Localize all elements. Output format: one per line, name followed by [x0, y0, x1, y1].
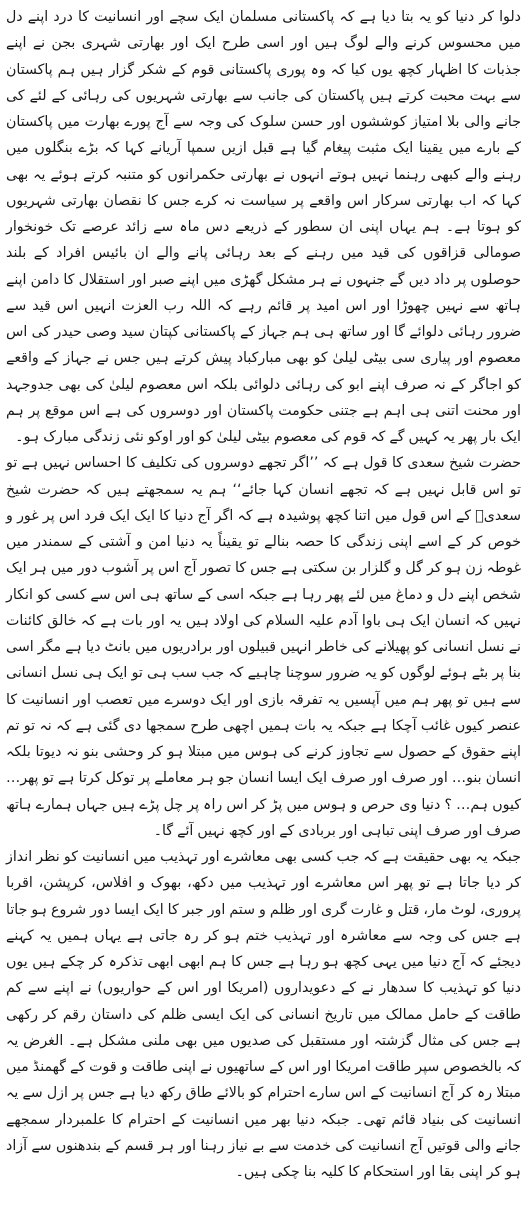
article-paragraph-2: حضرت شیخ سعدی کا قول ہے کہ ’’اگر تجھے دوسروں کی تکلیف کا احساس نہیں ہے تو تو اس قابل نہیں ہے کہ تجھے انسان کہا جائے‘‘ ہم یہ سمجھتے ہیں کہ حضرت شیخ سعدیؒ کے اس قول میں اتنا کچھ پوشیدہ ہے کہ اگر آج دنیا کا ایک ایک فرد اس پر غور و خوص کر کے اسے اپنی زندگی کا حصہ بنالے تو یقیناً یہ دنیا امن و آشتی کے سمندر میں غوطہ زن ہو کر گل و گلزار بن سکتی ہے جس کا تصور آج اس پر آشوب دور میں ہر ایک شخص اپنے دل و دماغ میں لئے پھر رہا ہے جبکہ اسی کے ساتھ ہی اس سے کسی کو انکار نہیں کہ انسان ایک ہی باوا آدم علیہ السلام کی اولاد ہیں یہ اور بات ہے کہ خالق کائنات نے نسل انسانی کو پھیلانے کی خاطر انہیں قبیلوں اور برادریوں میں بانٹ دیا ہے مگر اسی بنا پر بٹے ہوئے لوگوں کو یہ ضرور سوچنا چاہیے کہ جب سب ہی تو ایک ہی نسل انسانی سے ہیں تو پھر ہم میں آپسیں یہ تفرقہ بازی اور ایک دوسرے میں تعصب اور انسانیت کا عنصر کیوں غائب آچکا ہے جبکہ یہ بات ہمیں اچھی طرح سمجھا دی گئی ہے کہ نہ تو تم اپنے حقوق کے حصول سے تجاوز کرنے کی ہوس میں مبتلا ہو کر وحشی بنو نہ دیوتا بلکہ انسان بنو… اور صرف اور صرف ایک ایسا انسان جو ہر معاملے پر توکل کرتا ہے تو پھر… کیوں ہم… ؟ دنیا وی حرص و ہوس میں پڑ کر اس راہ پر چل پڑے ہیں جہاں ہمارے ہاتھ صرف اور صرف اپنی تباہی اور بربادی کے اور کچھ نہیں آئے گا۔	[6, 455, 521, 839]
article-paragraph-3: جبکہ یہ بھی حقیقت ہے کہ جب کسی بھی معاشرے اور تہذیب میں انسانیت کو نظر انداز کر دیا جاتا ہے تو پھر اس معاشرے اور تہذیب میں دکھ، بھوک و افلاس، کرپشن، اقربا پروری، لوٹ مار، قتل و غارت گری اور ظلم و ستم اور جبر کا ایک ایسا دور شروع ہو جاتا ہے جس کی وجہ سے معاشرہ اور تہذیب ختم ہو کر رہ جاتی ہے یہاں ہمیں یہ کہنے دیجئے کہ آج دنیا میں یہی کچھ ہو رہا ہے جس کا ہم ابھی ابھی تذکرہ کر چکے ہیں یوں دنیا کو تہذیب کا سدھار نے کے دعویداروں (امریکا اور اس کے حواریوں) نے اپنے سے کم طاقت کے حامل ممالک میں تاریخ انسانی کی ایک ایسی ظلم کی داستان رقم کر رکھی ہے جس کی مثال گزشتہ اور مستقبل کی صدیوں میں بھی ملنی مشکل ہے۔ الغرض یہ کہ بالخصوص سپر طاقت امریکا اور اس کے ساتھیوں نے اپنی طاقت و قوت کے گھمنڈ میں مبتلا رہ کر آج انسانیت کے اس سارے احترام کو بالائے طاق رکھ دیا ہے جس پر ازل سے یہ انسانیت کی بنیاد قائم تھی۔ جبکہ دنیا بھر میں انسانیت کے احترام کا علمبردار سمجھے جانے والی قوتیں آج انسانیت کی خدمت سے بے نیاز رہنا اور ہر قسم کے بندھنوں سے آزاد ہو کر اپنی بقا اور استحکام کا کلیہ بنا چکی ہیں۔	[6, 849, 521, 1180]
article-paragraph-1: دلوا کر دنیا کو یہ بتا دیا ہے کہ پاکستانی مسلمان ایک سچے اور انسانیت کا درد اپنے دل میں محسوس کرنے والے لوگ ہیں اور اسی طرح ایک اور بھارتی شہری بجن نے اپنے جذبات کا اظہار کچھ یوں کیا کہ وہ پوری پاکستانی قوم کے شکر گزار ہیں ہم پاکستان سے بہت محبت کرتے ہیں پاکستان کی جانب سے بھارتی شہریوں کی رہائی کے لئے کی جانے والی بلا امتیاز کوششوں اور حسن سلوک کی وجہ سے آج پورے بھارت میں پاکستان کے بارے میں یقینا ایک مثبت پیغام گیا ہے قبل ازیں سمپا آریانے کہا کہ بڑے بنگلوں میں رہنے والے کبھی رہنما نہیں ہوتے انہوں نے بھارتی حکمرانوں کو متنبہ کرتے ہوئے یہ بھی کہا کہ اب بھارتی سرکار اس واقعے پر سیاست نہ کرے جس کا نقصان بھارتی شہریوں کو ہوتا ہے۔ ہم یہاں اپنی ان سطور کے ذریعے دس ماہ سے زائد عرصے تک خونخوار صومالی قزاقوں کی قید میں رہنے کے بعد رہائی پانے والے ان بائیس افراد کے بلند حوصلوں پر داد دیں گے جنہوں نے ہر مشکل گھڑی میں اپنے صبر اور استقلال کا دامن اپنے ہاتھ سے نہیں چھوڑا اور اس امید پر قائم رہے کہ اللہ رب العزت انہیں اس قید سے ضرور رہائی دلوائے گا اور ساتھ ہی ہم جہاز کے پاکستانی کپتان سید وصی حیدر کی اس معصوم اور پیاری سی بیٹی لیلیٰ کو بھی مبارکباد پیش کرتے ہیں جس نے جہاز کے واقعے کو اجاگر کے نہ صرف اپنے ابو کی رہائی دلوائی بلکہ اس معصوم لیلیٰ کی بھی جدوجہد اور محنت اتنی ہی اہم ہے جتنی حکومت پاکستان اور دوسروں کی ہے اس موقع پر ہم ایک بار پھر یہ کہیں گے کہ قوم کی معصوم بیٹی لیلیٰ کو اور اوکو نئی زندگی مبارک ہو۔	[6, 9, 521, 445]
article-text-column	[6, 4, 521, 1205]
